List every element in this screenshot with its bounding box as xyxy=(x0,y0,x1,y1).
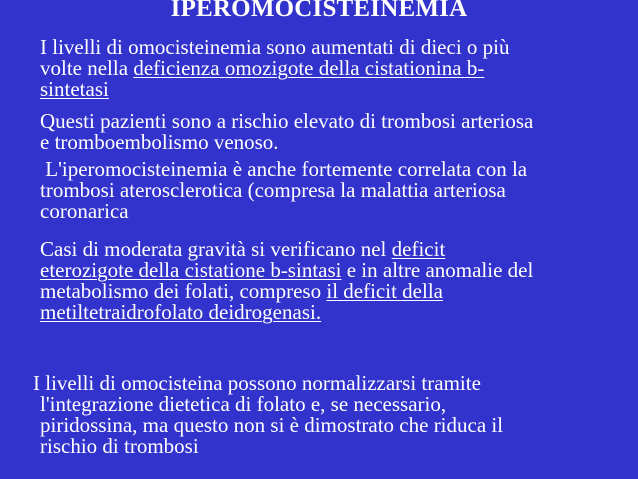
paragraph-4-line-4 xyxy=(40,302,533,323)
paragraph-3-line-1: L'iperomocisteinemia è anche fortemente correlata con la xyxy=(40,157,528,181)
paragraph-2-line-1: Questi pazienti sono a rischio elevato di trombosi arteriosa xyxy=(40,109,534,133)
paragraph-2-line-2: e tromboembolismo venoso. xyxy=(40,130,279,154)
paragraph-3-line-3: coronarica xyxy=(40,199,129,223)
paragraph-3-line-2: trombosi aterosclerotica (compresa la malattia arteriosa xyxy=(40,178,506,202)
paragraph-1-text: volte nella xyxy=(40,56,134,80)
paragraph-3 xyxy=(40,159,527,222)
link-deficit[interactable]: deficit xyxy=(391,237,446,261)
paragraph-4-line-2 xyxy=(40,260,533,281)
link-metiltetraidrofolato[interactable]: metiltetraidrofolato deidrogenasi. xyxy=(40,300,322,324)
paragraph-4-text-3: metabolismo dei folati, compreso xyxy=(40,279,327,303)
paragraph-2 xyxy=(40,111,533,153)
slide-title: IPEROMOCISTEINEMIA xyxy=(170,0,468,22)
paragraph-4-line-1 xyxy=(40,239,533,260)
paragraph-5-line-2: l'integrazione dietetica di folato e, se necessario, xyxy=(40,392,447,416)
paragraph-1 xyxy=(40,37,510,100)
paragraph-5 xyxy=(33,373,503,457)
paragraph-5-line-3: piridossina, ma questo non si è dimostrato che riduca il xyxy=(40,413,504,437)
link-sintetasi[interactable]: sintetasi xyxy=(40,77,109,101)
paragraph-4-line-3 xyxy=(40,281,533,302)
paragraph-4-text-2: e in altre anomalie del xyxy=(341,258,534,282)
paragraph-1-line-1: I livelli di omocisteinemia sono aumentati di dieci o più xyxy=(40,35,510,59)
link-deficit-della[interactable]: il deficit della xyxy=(326,279,443,303)
paragraph-5-line-1: I livelli di omocisteina possono normalizzarsi tramite xyxy=(33,371,481,395)
link-deficienza-omozigote[interactable]: deficienza omozigote della cistationina b- xyxy=(133,56,485,80)
paragraph-4 xyxy=(40,239,533,323)
link-eterozigote-cistatione[interactable]: eterozigote della cistatione b-sintasi xyxy=(40,258,342,282)
paragraph-1-line-3 xyxy=(40,79,510,100)
paragraph-5-line-4: rischio di trombosi xyxy=(40,434,199,458)
paragraph-1-line-2 xyxy=(40,58,510,79)
paragraph-4-text-1: Casi di moderata gravità si verificano nel xyxy=(40,237,392,261)
